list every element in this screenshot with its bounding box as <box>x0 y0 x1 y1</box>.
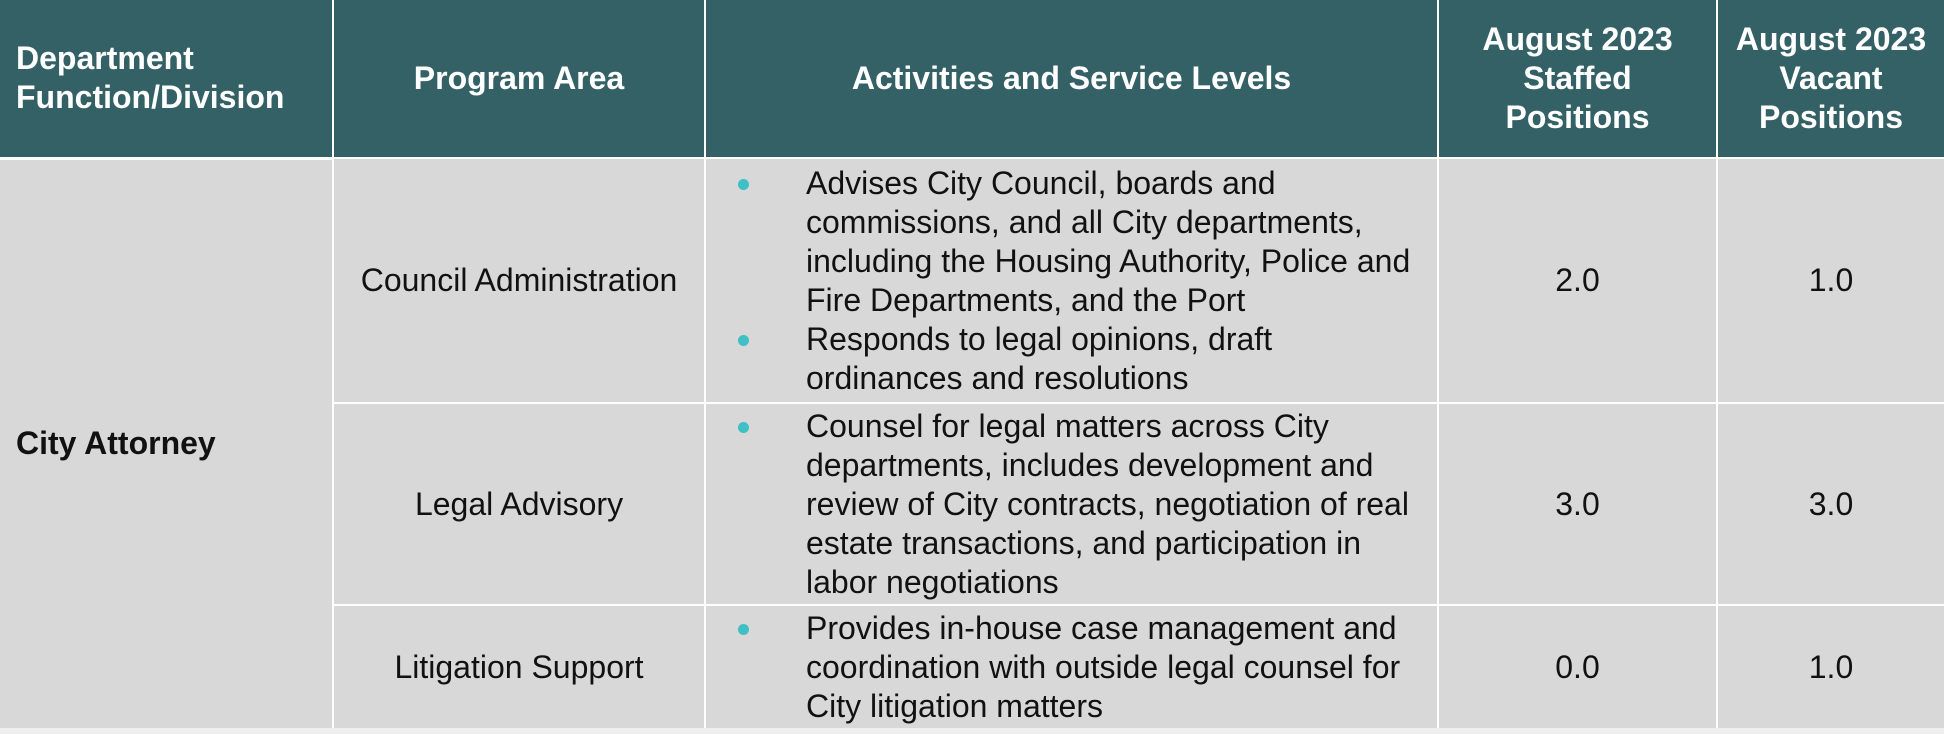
activities-cell <box>705 158 1438 403</box>
staffed-positions: 3.0 <box>1438 403 1717 605</box>
activity-item <box>706 164 1417 320</box>
bullet-icon <box>738 624 749 635</box>
activity-item <box>706 609 1417 726</box>
header-department: Department Function/Division <box>0 0 333 158</box>
vacant-positions: 1.0 <box>1717 158 1944 403</box>
header-staffed-positions: August 2023 Staffed Positions <box>1438 0 1717 158</box>
header-vacant-positions: August 2023 Vacant Positions <box>1717 0 1944 158</box>
table-row <box>0 158 1944 403</box>
activities-cell <box>705 403 1438 605</box>
activity-item <box>706 320 1417 398</box>
program-area: Legal Advisory <box>333 403 705 605</box>
header-row <box>0 0 1944 158</box>
vacant-positions: 3.0 <box>1717 403 1944 605</box>
activity-text: Advises City Council, boards and commissions, and all City departments, including the Housing Authority, Police and Fire Departments, and the Port <box>806 164 1411 318</box>
activities-cell <box>705 605 1438 728</box>
staffed-positions: 2.0 <box>1438 158 1717 403</box>
bullet-icon <box>738 422 749 433</box>
program-area: Litigation Support <box>333 605 705 728</box>
program-area: Council Administration <box>333 158 705 403</box>
department-name: City Attorney <box>0 158 333 728</box>
bottom-divider <box>0 728 1944 734</box>
bullet-icon <box>738 335 749 346</box>
header-program-area: Program Area <box>333 0 705 158</box>
staffed-positions: 0.0 <box>1438 605 1717 728</box>
activity-item <box>706 407 1417 602</box>
activity-text: Provides in-house case management and coordination with outside legal counsel for City litigation matters <box>806 609 1401 724</box>
activity-text: Counsel for legal matters across City departments, includes development and review of City contracts, negotiation of real estate transactions, and participation in labor negotiations <box>806 407 1409 600</box>
bullet-icon <box>738 179 749 190</box>
header-activities: Activities and Service Levels <box>705 0 1438 158</box>
activity-text: Responds to legal opinions, draft ordinances and resolutions <box>806 320 1273 396</box>
vacant-positions: 1.0 <box>1717 605 1944 728</box>
